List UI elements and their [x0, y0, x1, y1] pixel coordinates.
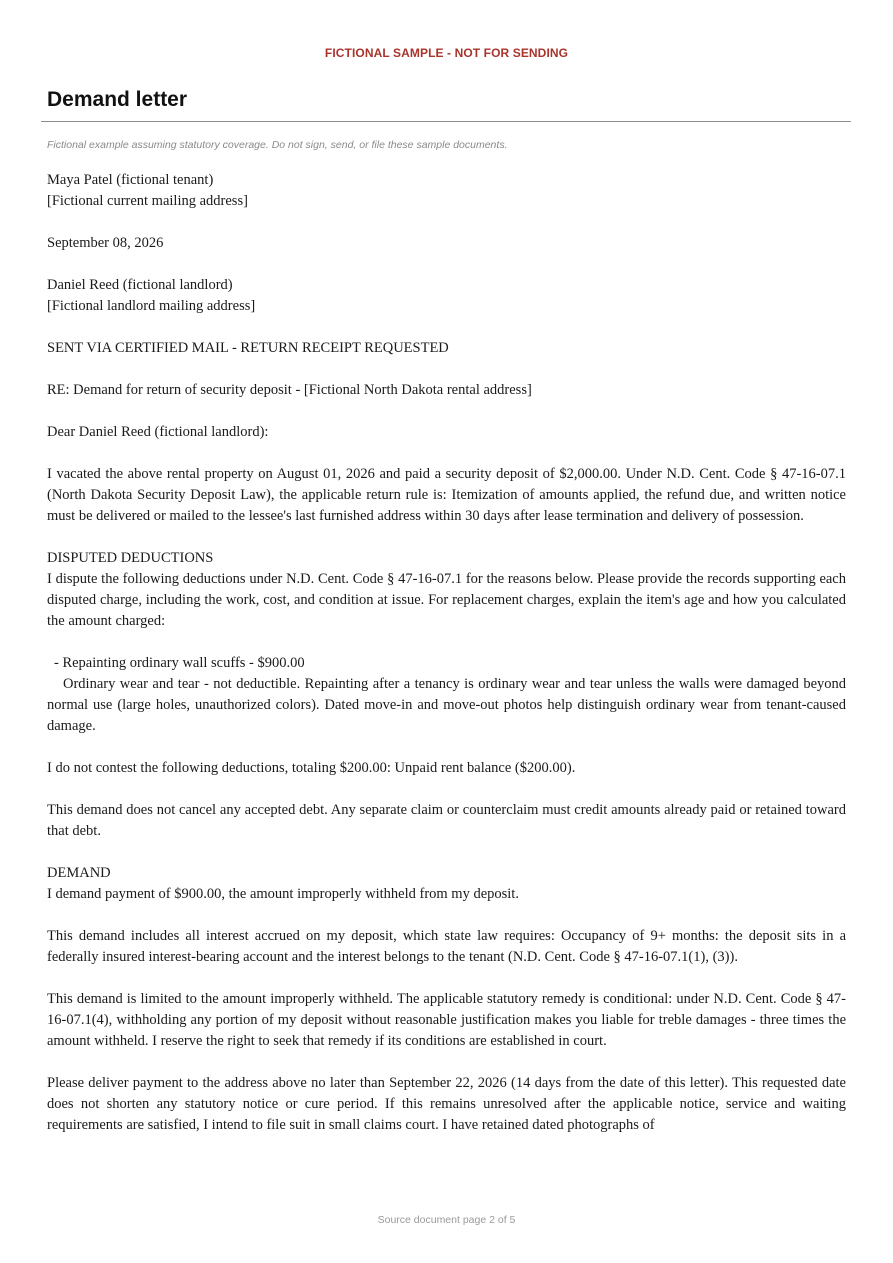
- disputed-heading: DISPUTED DEDUCTIONS: [47, 550, 214, 566]
- sender-block: [47, 170, 846, 212]
- salutation: Dear Daniel Reed (fictional landlord):: [47, 424, 269, 440]
- title-divider: [41, 121, 851, 122]
- page-title: Demand letter: [47, 88, 188, 111]
- demand-heading: DEMAND: [47, 865, 111, 881]
- remedy-paragraph: This demand is limited to the amount improperly withheld. The applicable statutory remedy is conditional: under N.D. Cent. Code § 47-16-07.1(4), withholding any portion of my deposit without reasonable justification makes you liable for treble damages - three times the amount withheld. I reserve the right to seek that remedy if its conditions are established in court.: [47, 991, 846, 1049]
- interest-paragraph: This demand includes all interest accrued on my deposit, which state law requires: Occupancy of 9+ months: the deposit sits in a federally insured interest-bearing account and the interest belongs to the tenant (N.D. Cent. Code § 47-16-07.1(1), (3)).: [47, 928, 846, 965]
- payment-paragraph: Please deliver payment to the address above no later than September 22, 2026 (14 days from the date of this letter). This requested date does not shorten any statutory notice or cure period. If this remains unresolved after the applicable notice, service and waiting requirements are satisfied, I intend to file suit in small claims court. I have retained dated photographs of: [47, 1075, 846, 1133]
- recipient-name: Daniel Reed (fictional landlord): [47, 277, 233, 293]
- page-footer: Source document page 2 of 5: [377, 1214, 516, 1226]
- subject-line: RE: Demand for return of security deposit - [Fictional North Dakota rental address]: [47, 382, 532, 398]
- demand-paragraph: I demand payment of $900.00, the amount improperly withheld from my deposit.: [47, 886, 519, 902]
- disclaimer-note: Fictional example assuming statutory coverage. Do not sign, send, or file these sample documents.: [47, 139, 508, 151]
- debt-note-paragraph: This demand does not cancel any accepted debt. Any separate claim or counterclaim must credit amounts already paid or retained toward that debt.: [47, 802, 846, 839]
- recipient-block: [47, 275, 846, 317]
- deduction-explanation: Ordinary wear and tear - not deductible. Repainting after a tenancy is ordinary wear and tear unless the walls were damaged beyond normal use (large holes, unauthorized colors). Dated move-in and move-out photos help distinguish ordinary wear from tenant-caused damage.: [47, 676, 846, 734]
- recipient-address: [Fictional landlord mailing address]: [47, 298, 256, 314]
- letter-body: [47, 170, 846, 1136]
- uncontested-paragraph: I do not contest the following deductions, totaling $200.00: Unpaid rent balance ($200.00).: [47, 760, 576, 776]
- sample-banner: FICTIONAL SAMPLE - NOT FOR SENDING: [324, 46, 569, 60]
- sender-address: [Fictional current mailing address]: [47, 193, 248, 209]
- disputed-paragraph: I dispute the following deductions under N.D. Cent. Code § 47-16-07.1 for the reasons below. Please provide the records supporting each disputed charge, including the work, cost, and condition at issue. For replacement charges, explain the item's age and how you calculated the amount charged:: [47, 571, 846, 629]
- intro-paragraph: I vacated the above rental property on August 01, 2026 and paid a security deposit of $2,000.00. Under N.D. Cent. Code § 47-16-07.1 (North Dakota Security Deposit Law), the applicable return rule is: Itemization of amounts applied, the refund due, and written notice must be delivered or mailed to the lessee's last furnished address within 30 days after lease termination and delivery of possession.: [47, 466, 846, 524]
- letter-date: September 08, 2026: [47, 235, 164, 251]
- deduction-item: - Repainting ordinary wall scuffs - $900.00: [54, 655, 305, 671]
- delivery-method: SENT VIA CERTIFIED MAIL - RETURN RECEIPT REQUESTED: [47, 340, 449, 356]
- sender-name: Maya Patel (fictional tenant): [47, 172, 214, 188]
